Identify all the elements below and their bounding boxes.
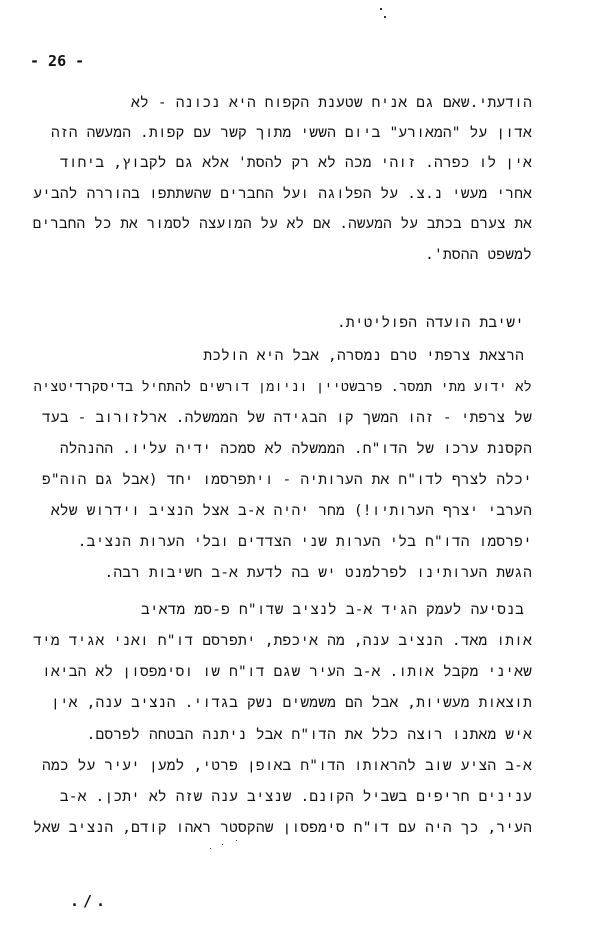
text-line: יכלה לצרף לדו"ח את הערותיה - ויתפרסמו יחד (אבל גם הוה"פ [42, 472, 532, 488]
ink-speck [380, 8, 382, 10]
ink-speck [384, 16, 386, 18]
ink-speck [236, 840, 237, 841]
text-line: למשפט ההסת'. [425, 247, 532, 263]
text-line: הערבי יצרף הערותיו!) מחר יהיה א-ב אצל הנציב וידרוש שלא [50, 503, 532, 519]
text-line: שאיני מקבל אותו. א-ב העיר שגם דו"ח שו וסימפסון לא הביאו [42, 664, 532, 680]
text-line: בנסיעה לעמק הגיד א-ב לנציב שדו"ח פ-סמ מדאיב [140, 602, 524, 618]
text-line: ענינים חריפים בשביל הקונם. שנציב ענה שזה לא יתכן. א-ב [59, 789, 532, 805]
text-line: יפרסמו הדו"ח בלי הערות שני הצדדים ובלי הערות הנציב. [77, 534, 532, 550]
text-line: אין לו כפרה. זוהי מכה לא רק להסת' אלא גם לקבוץ, ביחוד [59, 155, 532, 171]
text-line: תוצאות מעשיות, אבל הם משמשים נשק בגדוי. הנציב ענה, אין [50, 695, 532, 711]
text-line: את צערם בכתב על המעשה. אם לא על המועצה לסמור את כל החברים [32, 216, 532, 232]
section-heading: ישיבת הועדה הפוליטית. [336, 315, 524, 331]
text-line: אותו מאד. הנציב ענה, מה איכפת, יתפרסם דו"ח ואני אגיד מיד [33, 633, 532, 649]
text-line: איש מאתנו רוצה כלל את הדו"ח אבל ניתנה הבטחה לפרסם. [86, 727, 532, 743]
continuation-mark: ./. [70, 892, 110, 910]
text-line: של צרפתי - זהו המשך קו הבגידה של הממשלה. ארלזורוב - בעד [42, 410, 532, 426]
text-line: העיר, כך היה עם דו"ח סימפסון שהקסטר ראהו קודם, הנציב שאל [33, 820, 532, 836]
text-line: הודעתי.שאם גם אניח שטענת הקפוח היא נכונה - לא [131, 95, 532, 111]
text-line: הרצאת צרפתי טרם נמסרה, אבל היא הולכת [203, 348, 524, 364]
text-line: אדון על "המאורע" ביום הששי מתוך קשר עם קפות. המעשה הזה [50, 125, 532, 141]
text-line: א-ב הציע שוב להראותו הדו"ח באופן פרטי, למען יעיר על כמה [42, 758, 532, 774]
text-line: לא ידוע מתי תמסר. פרבשטיין וניומן דורשים להתחיל בדיסקרדיטציה [33, 379, 532, 395]
ink-speck [222, 844, 223, 845]
text-line: הקסנת ערכו של הדו"ח. הממשלה לא סמכה ידיה עליו. ההנהלה [59, 441, 532, 457]
ink-speck [210, 848, 211, 849]
text-line: הגשת הערותינו לפרלמנט יש בה לדעת א-ב חשיבות רבה. [104, 565, 532, 581]
text-line: אחרי מעשי נ.צ. על הפלוגה ועל החברים שהשתתפו בהוררה להביע [33, 186, 532, 202]
page-number: - 26 - [30, 52, 85, 70]
